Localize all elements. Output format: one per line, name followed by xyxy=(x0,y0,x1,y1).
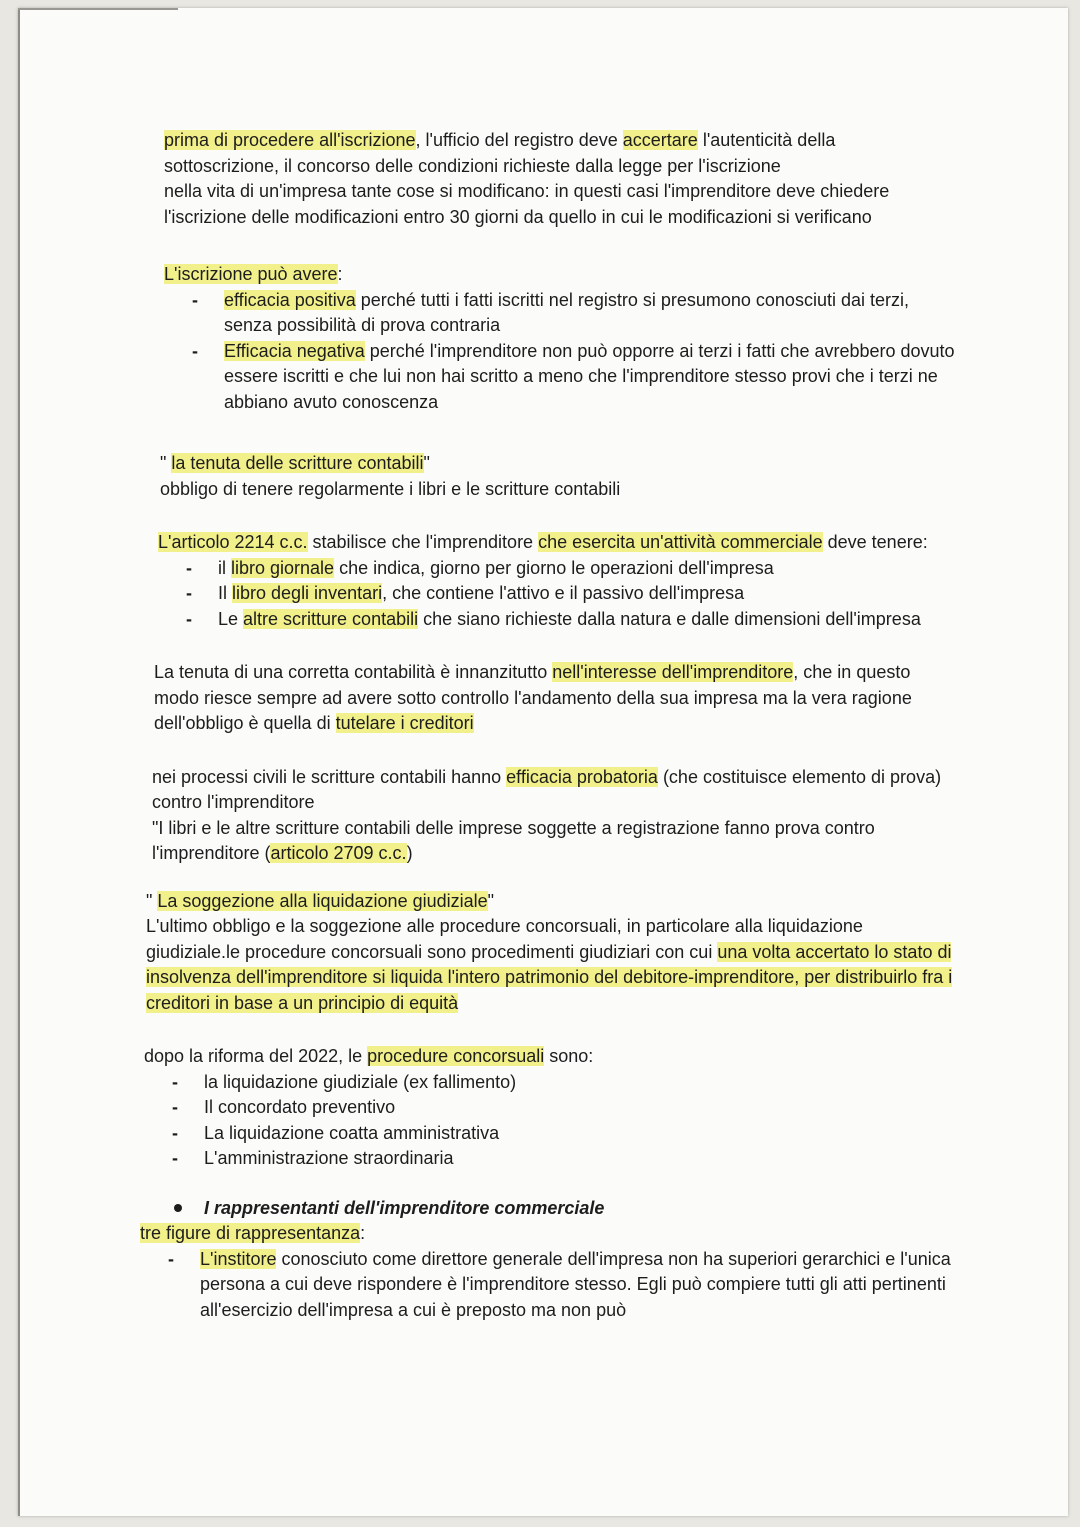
highlight: L'institore xyxy=(200,1248,277,1269)
section-efficacia-iscrizione: L'iscrizione può avere: - efficacia positiva perché tutti i fatti iscritti nel registro si presumono conosciuti dai terzi, senza possibilità di prova contraria - Efficacia negativa perché l'imprenditore non può opporre ai terzi i fatti che avrebbero dovuto essere iscritti e che lui non hai scritto a meno che l'imprenditore stesso provi che i terzi ne abbiano avuto conoscenza xyxy=(140,262,960,415)
list-item: - la liquidazione giudiziale (ex fallimento) xyxy=(172,1070,960,1096)
list-item: - L'amministrazione straordinaria xyxy=(172,1146,960,1172)
highlight: L'articolo 2214 c.c. xyxy=(158,532,308,552)
rappresentanti-list xyxy=(140,1247,960,1324)
procedure-list xyxy=(144,1070,960,1172)
highlight: efficacia positiva xyxy=(224,289,356,310)
highlight: Efficacia negativa xyxy=(224,340,365,361)
highlight: libro degli inventari xyxy=(232,583,383,603)
section-liquidazione-giudiziale: " La soggezione alla liquidazione giudiziale" L'ultimo obbligo e la soggezione alle procedure concorsuali, in particolare alla liquidazione giudiziale.le procedure concorsuali sono procedimenti giudiziari con cui una volta accertato lo stato di insolvenza dell'imprenditore si liquida l'intero patrimonio del debitore-imprenditore, per distribuirlo fra i creditori in base a un principio di equità xyxy=(140,889,960,1017)
list-item: - Il concordato preventivo xyxy=(172,1095,960,1121)
list-item: - Efficacia negativa perché l'imprenditore non può opporre ai terzi i fatti che avrebbero dovuto essere iscritti e che lui non hai scritto a meno che l'imprenditore stesso provi che i terzi ne abbiano avuto conoscenza xyxy=(192,339,960,416)
section-rappresentanti: I rappresentanti dell'imprenditore commerciale tre figure di rappresentanza: - L'institore conosciuto come direttore generale dell'impresa non ha superiori gerarchici e l'unica persona a cui deve rispondere è l'imprenditore stesso. Egli può compiere tutti gli atti pertinenti all'esercizio dell'impresa a cui è preposto ma non può xyxy=(140,1196,960,1324)
paragraph-processi-civili: nei processi civili le scritture contabili hanno efficacia probatoria (che costituisce elemento di prova) contro l'imprenditore "I libri e le altre scritture contabili delle imprese soggette a registrazione fanno prova contro l'imprenditore (articolo 2709 c.c.) xyxy=(152,766,942,863)
section-articolo-2214: L'articolo 2214 c.c. stabilisce che l'imprenditore che esercita un'attività commerciale deve tenere: - il libro giornale che indica, giorno per giorno le operazioni dell'impresa - Il libro degli inventari, che contiene l'attivo e il passivo dell'impresa - Le altre scritture contabili che siano richieste dalla natura e dalle dimensioni dell'impresa xyxy=(140,530,960,632)
highlight: accertare xyxy=(622,130,698,150)
highlight: libro giornale xyxy=(231,557,335,578)
section-scritture-contabili: " la tenuta delle scritture contabili" obbligo di tenere regolarmente i libri e le scritture contabili xyxy=(140,451,960,502)
highlight: procedure concorsuali xyxy=(367,1046,545,1066)
list-item: - L'institore conosciuto come direttore generale dell'impresa non ha superiori gerarchici e l'unica persona a cui deve rispondere è l'imprenditore stesso. Egli può compiere tutti gli atti pertinenti all'esercizio dell'impresa a cui è preposto ma non può xyxy=(168,1247,960,1324)
highlight: L'iscrizione può avere xyxy=(164,264,338,284)
section-procedure-concorsuali: dopo la riforma del 2022, le procedure concorsuali sono: - la liquidazione giudiziale (ex fallimento) - Il concordato preventivo - La liquidazione coatta amministrativa - L'amministrazione straordinaria xyxy=(140,1044,960,1172)
paragraph-iscrizione-accertamento: prima di procedere all'iscrizione, l'ufficio del registro deve accertare l'autenticità della sottoscrizione, il concorso delle condizioni richieste dalla legge per l'iscrizione nella vita di un'impresa tante cose si modificano: in questi casi l'imprenditore deve chiedere l'iscrizione delle modificazioni entro 30 giorni da quello in cui le modificazioni si verificano xyxy=(164,130,890,227)
highlight: la tenuta delle scritture contabili xyxy=(171,453,424,473)
page-edge-top xyxy=(18,8,178,10)
list-item: - La liquidazione coatta amministrativa xyxy=(172,1121,960,1147)
bullet-icon xyxy=(174,1204,182,1212)
document-content xyxy=(140,128,960,1345)
highlight: una volta accertato lo stato di insolvenza dell'imprenditore si liquida l'intero patrimonio del debitore-imprenditore, per distribuirlo fra i creditori in base a un principio di equità xyxy=(146,941,953,1013)
list-item: - il libro giornale che indica, giorno per giorno le operazioni dell'impresa xyxy=(186,556,960,582)
page-edge xyxy=(18,8,20,1516)
highlight: La soggezione alla liquidazione giudiziale xyxy=(157,890,488,911)
section-title: " la tenuta delle scritture contabili" xyxy=(160,453,430,473)
highlight: tutelare i creditori xyxy=(335,713,474,733)
libri-list xyxy=(158,556,960,633)
list-item: - efficacia positiva perché tutti i fatti iscritti nel registro si presumono conosciuti dai terzi, senza possibilità di prova contraria xyxy=(192,288,960,339)
highlight: articolo 2709 c.c. xyxy=(270,843,407,863)
highlight: tre figure di rappresentanza xyxy=(140,1223,361,1243)
efficacia-list xyxy=(164,288,960,416)
paragraph-contabilita: La tenuta di una corretta contabilità è innanzitutto nell'interesse dell'imprenditore, che in questo modo riesce sempre ad avere sotto controllo l'andamento della sua impresa ma la vera ragione dell'obbligo è quella di tutelare i creditori xyxy=(154,662,912,733)
highlight: nell'interesse dell'imprenditore xyxy=(552,662,794,682)
list-item: - Il libro degli inventari, che contiene l'attivo e il passivo dell'impresa xyxy=(186,581,960,607)
section-title: " La soggezione alla liquidazione giudiziale" xyxy=(146,890,495,911)
highlight: che esercita un'attività commerciale xyxy=(538,532,823,552)
highlight: prima di procedere all'iscrizione xyxy=(164,130,416,150)
highlight: altre scritture contabili xyxy=(243,608,419,629)
list-item: - Le altre scritture contabili che siano richieste dalla natura e dalle dimensioni dell'impresa xyxy=(186,607,960,633)
section-heading: I rappresentanti dell'imprenditore commerciale xyxy=(140,1196,960,1222)
highlight: efficacia probatoria xyxy=(506,766,658,787)
